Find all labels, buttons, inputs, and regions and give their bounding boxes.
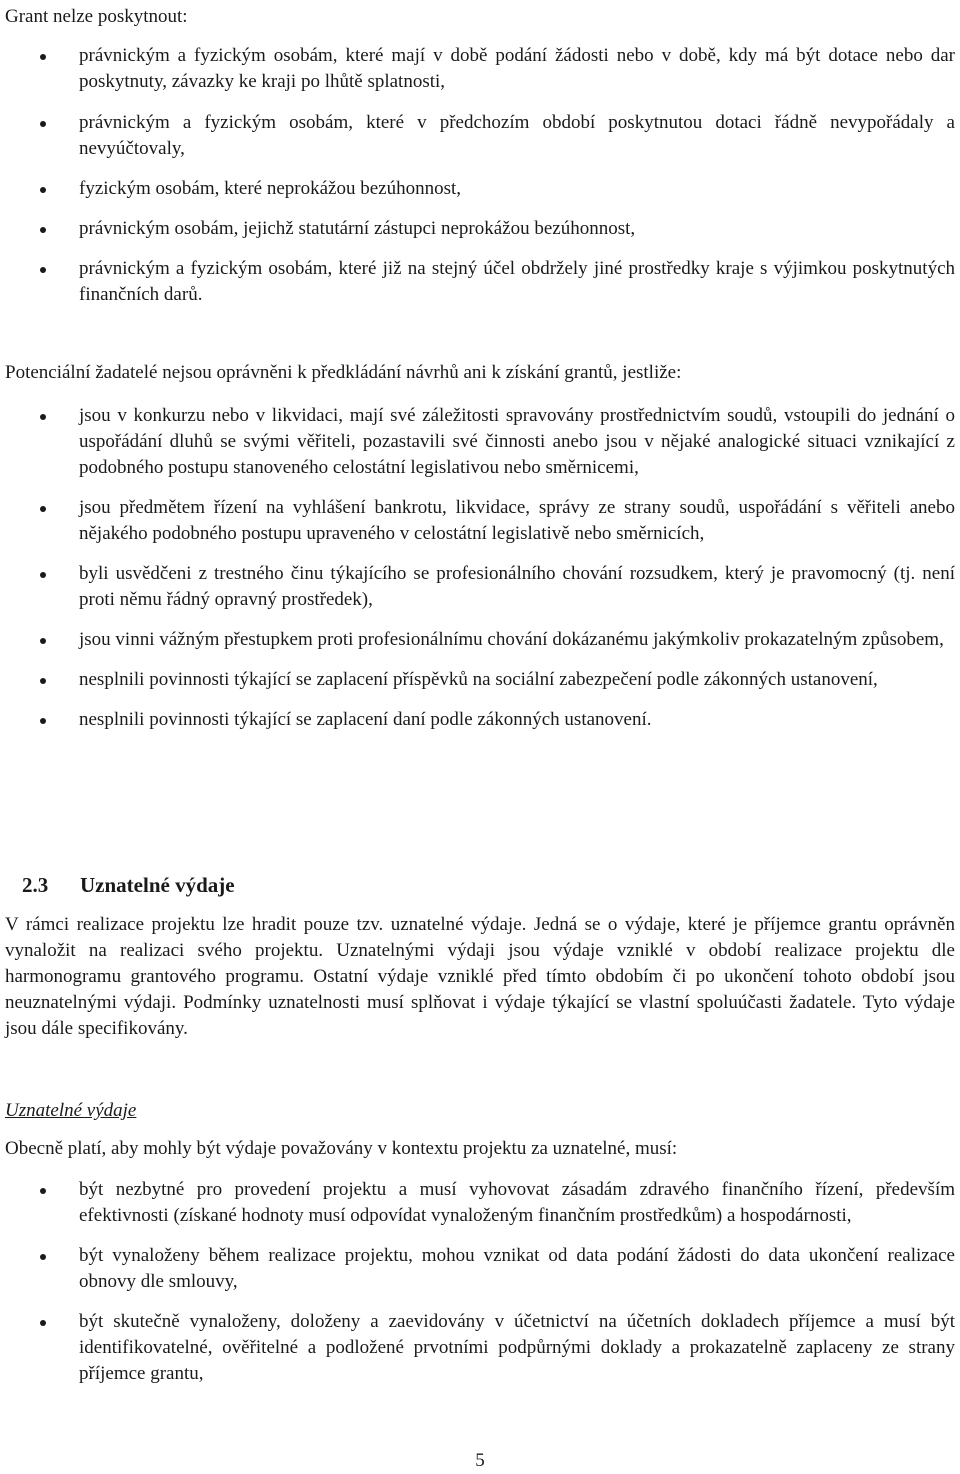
bullet-icon xyxy=(40,718,46,724)
list-item xyxy=(5,495,955,547)
list-item-text: byli usvědčeni z trestného činu týkajícího se profesionálního chování rozsudkem, který je pravomocný (tj. není proti němu řádný opravný prostředek), xyxy=(79,563,955,610)
list-item xyxy=(5,667,955,693)
bullet-icon xyxy=(40,227,46,233)
body-paragraph: V rámci realizace projektu lze hradit pouze tzv. uznatelné výdaje. Jedná se o výdaje, které je příjemce grantu oprávněn vynaložit na realizaci svého projektu. Uznatelnými výdaji jsou výdaje vzniklé v období realizace projektu dle harmonogramu grantového programu. Ostatní výdaje vzniklé před tímto obdobím či po ukončení tohoto období jsou neuznatelnými výdaji. Podmínky uznatelnosti musí splňovat i výdaje týkající se vlastní spoluúčasti žadatele. Tyto výdaje jsou dále specifikovány. xyxy=(5,914,955,1039)
section-number: 2.3 xyxy=(22,873,49,897)
section1-intro: Grant nelze poskytnout: xyxy=(5,6,188,27)
list-item xyxy=(5,403,955,481)
list-item-text: být skutečně vynaloženy, doloženy a zaevidovány v účetnictví na účetních dokladech příjemce a musí být identifikovatelné, ověřitelné a podložené prvotními podpůrnými doklady a prokazatelně zaplaceny ze strany příjemce grantu, xyxy=(79,1311,955,1384)
bullet-icon xyxy=(40,572,46,578)
list-item-text: fyzickým osobám, které neprokážou bezúhonnost, xyxy=(79,178,461,199)
subheading: Uznatelné výdaje xyxy=(5,1100,137,1121)
list-item xyxy=(5,43,955,95)
list-item-text: právnickým a fyzickým osobám, které v předchozím období poskytnutou dotaci řádně nevypořádaly a nevyúčtovaly, xyxy=(79,112,955,159)
bullet-icon xyxy=(40,414,46,420)
section3-intro: Obecně platí, aby mohly být výdaje považovány v kontextu projektu za uznatelné, musí: xyxy=(5,1138,678,1159)
section-heading xyxy=(22,870,235,900)
list-item xyxy=(5,176,955,202)
list-item-text: být nezbytné pro provedení projektu a musí vyhovovat zásadám zdravého finančního řízení, především efektivnosti (získané hodnoty musí odpovídat vynaloženým finančním prostředkům) a hospodárnosti, xyxy=(79,1179,955,1226)
list-item-text: nesplnili povinnosti týkající se zaplacení daní podle zákonných ustanovení. xyxy=(79,709,652,730)
page-number: 5 xyxy=(475,1450,485,1471)
list-item-text: právnickým a fyzickým osobám, které mají v době podání žádosti nebo v době, kdy má být dotace nebo dar poskytnuty, závazky ke kraji po lhůtě splatnosti, xyxy=(79,45,955,92)
list-item xyxy=(5,110,955,162)
list-item xyxy=(5,1177,955,1229)
list-item xyxy=(5,1243,955,1295)
list-item-text: jsou vinni vážným přestupkem proti profesionálnímu chování dokázanému jakýmkoliv prokazatelným způsobem, xyxy=(79,629,944,650)
bullet-icon xyxy=(40,1188,46,1194)
bullet-icon xyxy=(40,267,46,273)
bullet-icon xyxy=(40,121,46,127)
list-item xyxy=(5,707,955,733)
bullet-icon xyxy=(40,506,46,512)
list-item-text: nesplnili povinnosti týkající se zaplacení příspěvků na sociální zabezpečení podle zákonných ustanovení, xyxy=(79,669,878,690)
section-title: Uznatelné výdaje xyxy=(80,873,235,897)
list-item-text: být vynaloženy během realizace projektu, mohou vznikat od data podání žádosti do data ukončení realizace obnovy dle smlouvy, xyxy=(79,1245,955,1292)
list-item-text: právnickým osobám, jejichž statutární zástupci neprokážou bezúhonnost, xyxy=(79,218,636,239)
bullet-icon xyxy=(40,638,46,644)
list-item-text: jsou v konkurzu nebo v likvidaci, mají své záležitosti spravovány prostřednictvím soudů, vstoupili do jednání o uspořádání dluhů se svými věřiteli, pozastavili své činnosti anebo jsou v nějaké analogické situaci vznikající z podobného postupu stanoveného celostátní legislativou nebo směrnicemi, xyxy=(79,405,955,478)
list-item xyxy=(5,627,955,653)
list-item xyxy=(5,256,955,308)
list-item xyxy=(5,1309,955,1387)
section1-list xyxy=(5,43,955,322)
list-item-text: právnickým a fyzickým osobám, které již na stejný účel obdržely jiné prostředky kraje s výjimkou poskytnutých finančních darů. xyxy=(79,258,955,305)
section3-list xyxy=(5,1177,955,1401)
list-item xyxy=(5,216,955,242)
list-item-text: jsou předmětem řízení na vyhlášení bankrotu, likvidace, správy ze strany soudů, uspořádání s věřiteli anebo nějakého podobného postupu upraveného v celostátní legislativě nebo směrnicích, xyxy=(79,497,955,544)
section2-intro: Potenciální žadatelé nejsou oprávněni k předkládání návrhů ani k získání grantů, jestliže: xyxy=(5,362,682,383)
bullet-icon xyxy=(40,54,46,60)
list-item xyxy=(5,561,955,613)
bullet-icon xyxy=(40,1254,46,1260)
bullet-icon xyxy=(40,187,46,193)
bullet-icon xyxy=(40,678,46,684)
section2-list xyxy=(5,403,955,747)
bullet-icon xyxy=(40,1320,46,1326)
